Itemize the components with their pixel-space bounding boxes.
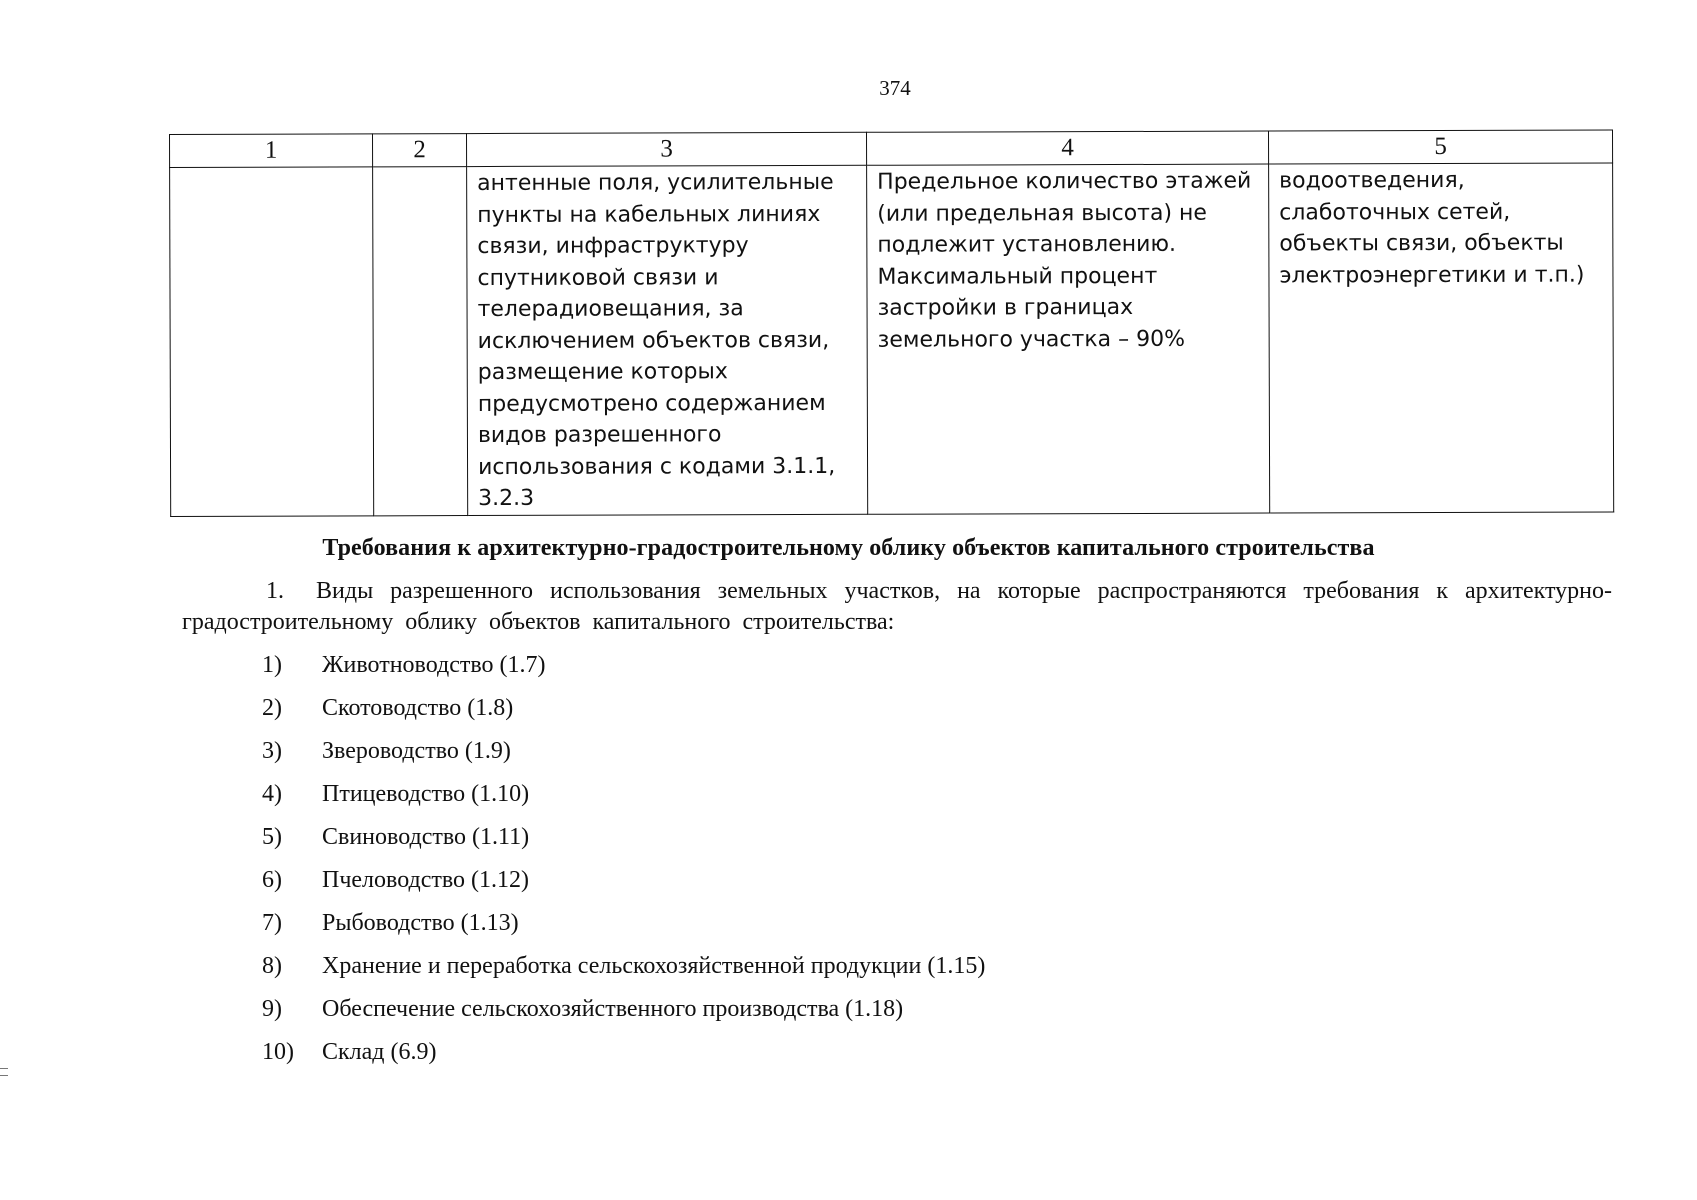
list-item xyxy=(262,822,985,865)
table-header xyxy=(170,130,1613,168)
intro-text: Виды разрешенного использования земельных участков, на которые распространяются требования к архитектурно-градостроительному облику объектов капитального строительства: xyxy=(182,578,1612,635)
margin-mark xyxy=(0,1075,8,1076)
list-item-text: Звероводство (1.9) xyxy=(322,738,511,764)
list-item-text: Животноводство (1.7) xyxy=(322,652,546,678)
list-item-text: Птицеводство (1.10) xyxy=(322,781,530,807)
list-item xyxy=(262,736,985,779)
cell-text-line: Предельное количество этажей xyxy=(877,168,1252,195)
list-item xyxy=(262,908,985,951)
permitted-use-list xyxy=(262,650,985,1080)
table-cell-col1 xyxy=(170,167,374,517)
table-header-row xyxy=(170,130,1613,168)
list-item xyxy=(262,779,985,822)
column-header-2: 2 xyxy=(373,134,467,167)
column-header-5: 5 xyxy=(1268,130,1612,164)
margin-mark xyxy=(0,1068,8,1069)
cell-text-line: видов разрешенного xyxy=(477,422,722,449)
cell-text-line: земельного участка – 90% xyxy=(877,326,1186,353)
column-header-3: 3 xyxy=(467,132,867,166)
list-item xyxy=(262,693,985,736)
list-item-number: 5) xyxy=(262,824,282,850)
list-item-number: 4) xyxy=(262,781,282,807)
cell-text-line: водоотведения, xyxy=(1279,167,1465,194)
list-item xyxy=(262,1037,985,1080)
cell-text-line: 3.2.3 xyxy=(478,485,535,512)
cell-text-line: предусмотрено содержанием xyxy=(477,390,826,417)
list-item xyxy=(262,951,985,994)
list-item xyxy=(262,865,985,908)
table-row xyxy=(170,163,1614,517)
list-item-text: Обеспечение сельскохозяйственного производства (1.18) xyxy=(322,996,904,1022)
list-item-number: 7) xyxy=(262,910,282,936)
cell-text-line: использования с кодами 3.1.1, xyxy=(478,453,836,480)
list-item xyxy=(262,650,985,693)
cell-text-line: подлежит установлению. xyxy=(877,231,1176,258)
list-item-text: Скотоводство (1.8) xyxy=(322,695,514,721)
cell-text-line: связи, инфраструктуру xyxy=(477,233,749,260)
cell-text-line: застройки в границах xyxy=(877,294,1134,321)
list-item-number: 8) xyxy=(262,953,282,979)
list-item xyxy=(262,994,985,1037)
list-item-number: 10) xyxy=(262,1039,294,1065)
column-header-1: 1 xyxy=(170,134,373,168)
cell-text-line: размещение которых xyxy=(477,359,728,386)
list-item-number: 6) xyxy=(262,867,282,893)
list-item-number: 9) xyxy=(262,996,282,1022)
cell-text-line: антенные поля, усилительные xyxy=(477,169,834,197)
table-cell-col4 xyxy=(867,164,1270,514)
cell-text-line: Максимальный процент xyxy=(877,263,1158,290)
table-cell-col5 xyxy=(1269,163,1614,513)
scan-margin-marks xyxy=(0,1068,8,1082)
intro-paragraph xyxy=(182,576,1612,638)
page-number: 374 xyxy=(879,76,911,100)
column-header-4: 4 xyxy=(866,131,1268,165)
list-item-text: Склад (6.9) xyxy=(322,1039,437,1065)
cell-text-line: электроэнергетики и т.п.) xyxy=(1279,262,1585,289)
list-item-text: Хранение и переработка сельскохозяйственной продукции (1.15) xyxy=(322,953,986,979)
cell-text-line: объекты связи, объекты xyxy=(1279,230,1564,257)
cell-text-line: (или предельная высота) не xyxy=(877,200,1207,227)
table-cell-col2 xyxy=(373,167,468,516)
table-cell-col3 xyxy=(467,165,868,515)
list-item-number: 3) xyxy=(262,738,282,764)
intro-number: 1. xyxy=(266,578,284,604)
cell-text-line: слаботочных сетей, xyxy=(1279,199,1511,226)
zoning-table xyxy=(169,129,1614,517)
list-item-text: Пчеловодство (1.12) xyxy=(322,867,530,893)
cell-text-line: исключением объектов связи, xyxy=(477,327,830,354)
section-heading: Требования к архитектурно-градостроительному облику объектов капитального строительства xyxy=(322,535,1375,561)
list-item-number: 1) xyxy=(262,652,282,678)
cell-text-line: спутниковой связи и xyxy=(477,264,719,291)
list-item-text: Рыбоводство (1.13) xyxy=(322,910,519,936)
cell-text-line: пункты на кабельных линиях xyxy=(477,201,821,228)
list-item-text: Свиноводство (1.11) xyxy=(322,824,530,850)
cell-text-line: телерадиовещания, за xyxy=(477,296,744,323)
list-item-number: 2) xyxy=(262,695,282,721)
table-body xyxy=(170,163,1614,517)
